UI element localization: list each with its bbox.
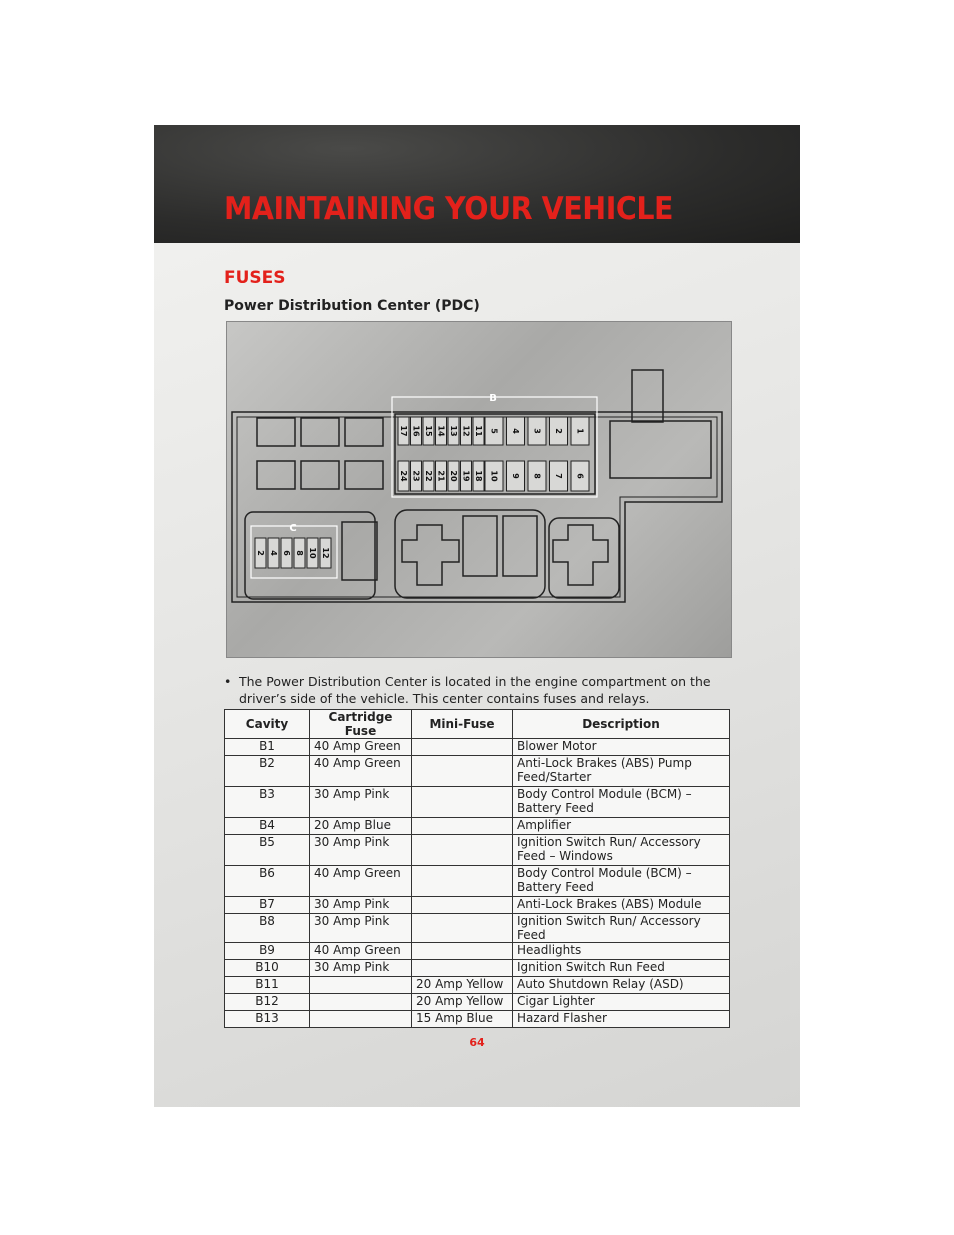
fuse-slot-c bbox=[281, 538, 292, 568]
description-cell: Amplifier bbox=[513, 818, 730, 835]
fuse-number-label: 18 bbox=[474, 470, 483, 482]
fuse-number-label: 8 bbox=[295, 550, 304, 556]
description-cell: Ignition Switch Run/ Accessory Feed – Windows bbox=[513, 835, 730, 866]
mini-fuse-cell bbox=[412, 897, 513, 914]
table-row bbox=[225, 787, 730, 818]
pdc-diagram-drawing bbox=[227, 322, 731, 657]
pdc-diagram bbox=[226, 321, 732, 658]
fuse-slot-b-bottom bbox=[423, 461, 434, 491]
cartridge-cell: 30 Amp Pink bbox=[310, 897, 412, 914]
fuse-number-label: 4 bbox=[511, 428, 520, 434]
fuse-number-label: 20 bbox=[449, 470, 458, 482]
cavity-cell: B6 bbox=[225, 866, 310, 897]
fuse-number-label: 4 bbox=[269, 550, 278, 556]
fuse-number-label: 10 bbox=[489, 470, 499, 482]
fuse-slot-b-bottom bbox=[473, 461, 484, 491]
page-number: 64 bbox=[469, 1036, 485, 1049]
mini-fuse-cell bbox=[412, 866, 513, 897]
fuse-slot-b-bottom bbox=[550, 461, 568, 491]
header-cavity: Cavity bbox=[225, 710, 310, 739]
fuse-number-label: 2 bbox=[256, 550, 265, 556]
fuse-number-label: 5 bbox=[489, 428, 499, 434]
fuse-slot-b-bottom bbox=[398, 461, 409, 491]
fuse-slot-b-top bbox=[507, 417, 525, 445]
fuse-slot-c bbox=[307, 538, 318, 568]
cavity-cell: B7 bbox=[225, 897, 310, 914]
fuse-number-label: 12 bbox=[461, 425, 471, 437]
mini-fuse-cell: 20 Amp Yellow bbox=[412, 977, 513, 994]
fuse-slot-b-top bbox=[398, 417, 409, 445]
fuse-slot-c bbox=[255, 538, 266, 568]
cavity-cell: B3 bbox=[225, 787, 310, 818]
table-row bbox=[225, 960, 730, 977]
description-cell: Cigar Lighter bbox=[513, 994, 730, 1011]
description-cell: Headlights bbox=[513, 943, 730, 960]
table-row bbox=[225, 977, 730, 994]
cavity-cell: B4 bbox=[225, 818, 310, 835]
header-cartridge-fuse: Cartridge Fuse bbox=[310, 710, 412, 739]
fuse-slot-b-bottom bbox=[507, 461, 525, 491]
b-fuse-slots bbox=[398, 417, 589, 491]
table-row bbox=[225, 818, 730, 835]
table-row bbox=[225, 994, 730, 1011]
cartridge-cell: 30 Amp Pink bbox=[310, 960, 412, 977]
fuse-number-label: 7 bbox=[554, 473, 563, 479]
fuse-number-label: 15 bbox=[424, 425, 433, 437]
cartridge-cell: 40 Amp Green bbox=[310, 739, 412, 756]
cavity-cell: B12 bbox=[225, 994, 310, 1011]
mini-fuse-cell bbox=[412, 914, 513, 943]
mini-fuse-cell bbox=[412, 787, 513, 818]
cartridge-cell: 20 Amp Blue bbox=[310, 818, 412, 835]
mini-fuse-cell bbox=[412, 756, 513, 787]
fuse-slot-b-bottom bbox=[485, 461, 503, 491]
table-row bbox=[225, 866, 730, 897]
cavity-cell: B1 bbox=[225, 739, 310, 756]
mini-fuse-cell bbox=[412, 835, 513, 866]
fuse-slot-c bbox=[268, 538, 279, 568]
mini-fuse-cell bbox=[412, 739, 513, 756]
section-subtitle: Power Distribution Center (PDC) bbox=[224, 298, 480, 314]
table-row bbox=[225, 943, 730, 960]
cavity-cell: B13 bbox=[225, 1011, 310, 1028]
fuse-number-label: 6 bbox=[575, 473, 585, 479]
mini-fuse-cell: 15 Amp Blue bbox=[412, 1011, 513, 1028]
cartridge-cell bbox=[310, 1011, 412, 1028]
fuse-slot-b-top bbox=[473, 417, 484, 445]
fuse-number-label: 13 bbox=[449, 425, 458, 437]
cartridge-cell: 30 Amp Pink bbox=[310, 787, 412, 818]
description-cell: Hazard Flasher bbox=[513, 1011, 730, 1028]
fuse-slot-b-bottom bbox=[448, 461, 459, 491]
fuse-number-label: 17 bbox=[399, 425, 408, 437]
cavity-cell: B10 bbox=[225, 960, 310, 977]
cavity-cell: B2 bbox=[225, 756, 310, 787]
fuse-slot-b-top bbox=[436, 417, 447, 445]
description-cell: Blower Motor bbox=[513, 739, 730, 756]
fuse-number-label: 16 bbox=[411, 425, 421, 437]
c-fuse-slots bbox=[255, 538, 331, 568]
table-row bbox=[225, 835, 730, 866]
fuse-number-label: 10 bbox=[308, 547, 317, 559]
header-description: Description bbox=[513, 710, 730, 739]
cartridge-cell bbox=[310, 977, 412, 994]
fuse-slot-b-top bbox=[423, 417, 434, 445]
description-cell: Anti-Lock Brakes (ABS) Module bbox=[513, 897, 730, 914]
fuse-block-c-label: C bbox=[289, 523, 297, 534]
cartridge-cell: 40 Amp Green bbox=[310, 943, 412, 960]
table-row bbox=[225, 1011, 730, 1028]
manual-page bbox=[154, 125, 800, 1107]
table-row bbox=[225, 914, 730, 943]
fuse-number-label: 22 bbox=[424, 470, 433, 482]
fuse-number-label: 14 bbox=[436, 425, 446, 437]
fuse-block-b-label: B bbox=[489, 393, 497, 404]
cavity-cell: B5 bbox=[225, 835, 310, 866]
fuse-number-label: 3 bbox=[532, 428, 542, 434]
fuse-number-label: 8 bbox=[532, 473, 542, 479]
table-row bbox=[225, 897, 730, 914]
description-cell: Ignition Switch Run Feed bbox=[513, 960, 730, 977]
cavity-cell: B11 bbox=[225, 977, 310, 994]
cartridge-cell: 30 Amp Pink bbox=[310, 914, 412, 943]
fuse-slot-b-top bbox=[528, 417, 546, 445]
mini-fuse-cell: 20 Amp Yellow bbox=[412, 994, 513, 1011]
cavity-cell: B9 bbox=[225, 943, 310, 960]
fuse-number-label: 9 bbox=[511, 473, 520, 479]
fuse-slot-b-top bbox=[448, 417, 459, 445]
cartridge-cell: 40 Amp Green bbox=[310, 866, 412, 897]
table-row bbox=[225, 756, 730, 787]
fuse-number-label: 19 bbox=[461, 470, 471, 482]
fuse-number-label: 21 bbox=[436, 470, 446, 482]
description-cell: Body Control Module (BCM) – Battery Feed bbox=[513, 787, 730, 818]
fuse-number-label: 2 bbox=[554, 428, 563, 434]
fuse-number-label: 11 bbox=[474, 425, 483, 437]
fuse-slot-b-bottom bbox=[528, 461, 546, 491]
pdc-location-text: The Power Distribution Center is located in the engine compartment on the driver’s side of the vehicle. This center contains fuses and relays. bbox=[239, 674, 711, 706]
cartridge-cell bbox=[310, 994, 412, 1011]
fuse-number-label: 24 bbox=[399, 470, 408, 482]
header-mini-fuse: Mini-Fuse bbox=[412, 710, 513, 739]
mini-fuse-cell bbox=[412, 943, 513, 960]
mini-fuse-cell bbox=[412, 960, 513, 977]
fuse-number-label: 6 bbox=[282, 550, 291, 556]
description-cell: Auto Shutdown Relay (ASD) bbox=[513, 977, 730, 994]
fuse-slot-b-bottom bbox=[461, 461, 472, 491]
description-cell: Ignition Switch Run/ Accessory Feed bbox=[513, 914, 730, 943]
cartridge-cell: 40 Amp Green bbox=[310, 756, 412, 787]
cartridge-cell: 30 Amp Pink bbox=[310, 835, 412, 866]
fuse-slot-c bbox=[294, 538, 305, 568]
pdc-location-note bbox=[224, 673, 714, 707]
fuse-slot-b-top bbox=[485, 417, 503, 445]
cavity-cell: B8 bbox=[225, 914, 310, 943]
fuse-slot-c bbox=[320, 538, 331, 568]
mini-fuse-cell bbox=[412, 818, 513, 835]
description-cell: Body Control Module (BCM) – Battery Feed bbox=[513, 866, 730, 897]
section-title: FUSES bbox=[224, 268, 286, 288]
fuse-slot-b-top bbox=[550, 417, 568, 445]
bullet-dot: • bbox=[224, 674, 232, 689]
chapter-title: MAINTAINING YOUR VEHICLE bbox=[224, 191, 674, 227]
fuse-number-label: 23 bbox=[411, 470, 421, 482]
fuse-table bbox=[224, 709, 730, 1028]
fuse-number-label: 1 bbox=[575, 428, 585, 434]
fuse-slot-b-bottom bbox=[411, 461, 422, 491]
fuse-slot-b-bottom bbox=[436, 461, 447, 491]
chapter-header bbox=[154, 125, 800, 243]
table-row bbox=[225, 739, 730, 756]
fuse-number-label: 12 bbox=[321, 547, 330, 559]
fuse-slot-b-bottom bbox=[571, 461, 589, 491]
fuse-slot-b-top bbox=[461, 417, 472, 445]
fuse-slot-b-top bbox=[411, 417, 422, 445]
fuse-slot-b-top bbox=[571, 417, 589, 445]
description-cell: Anti-Lock Brakes (ABS) Pump Feed/Starter bbox=[513, 756, 730, 787]
